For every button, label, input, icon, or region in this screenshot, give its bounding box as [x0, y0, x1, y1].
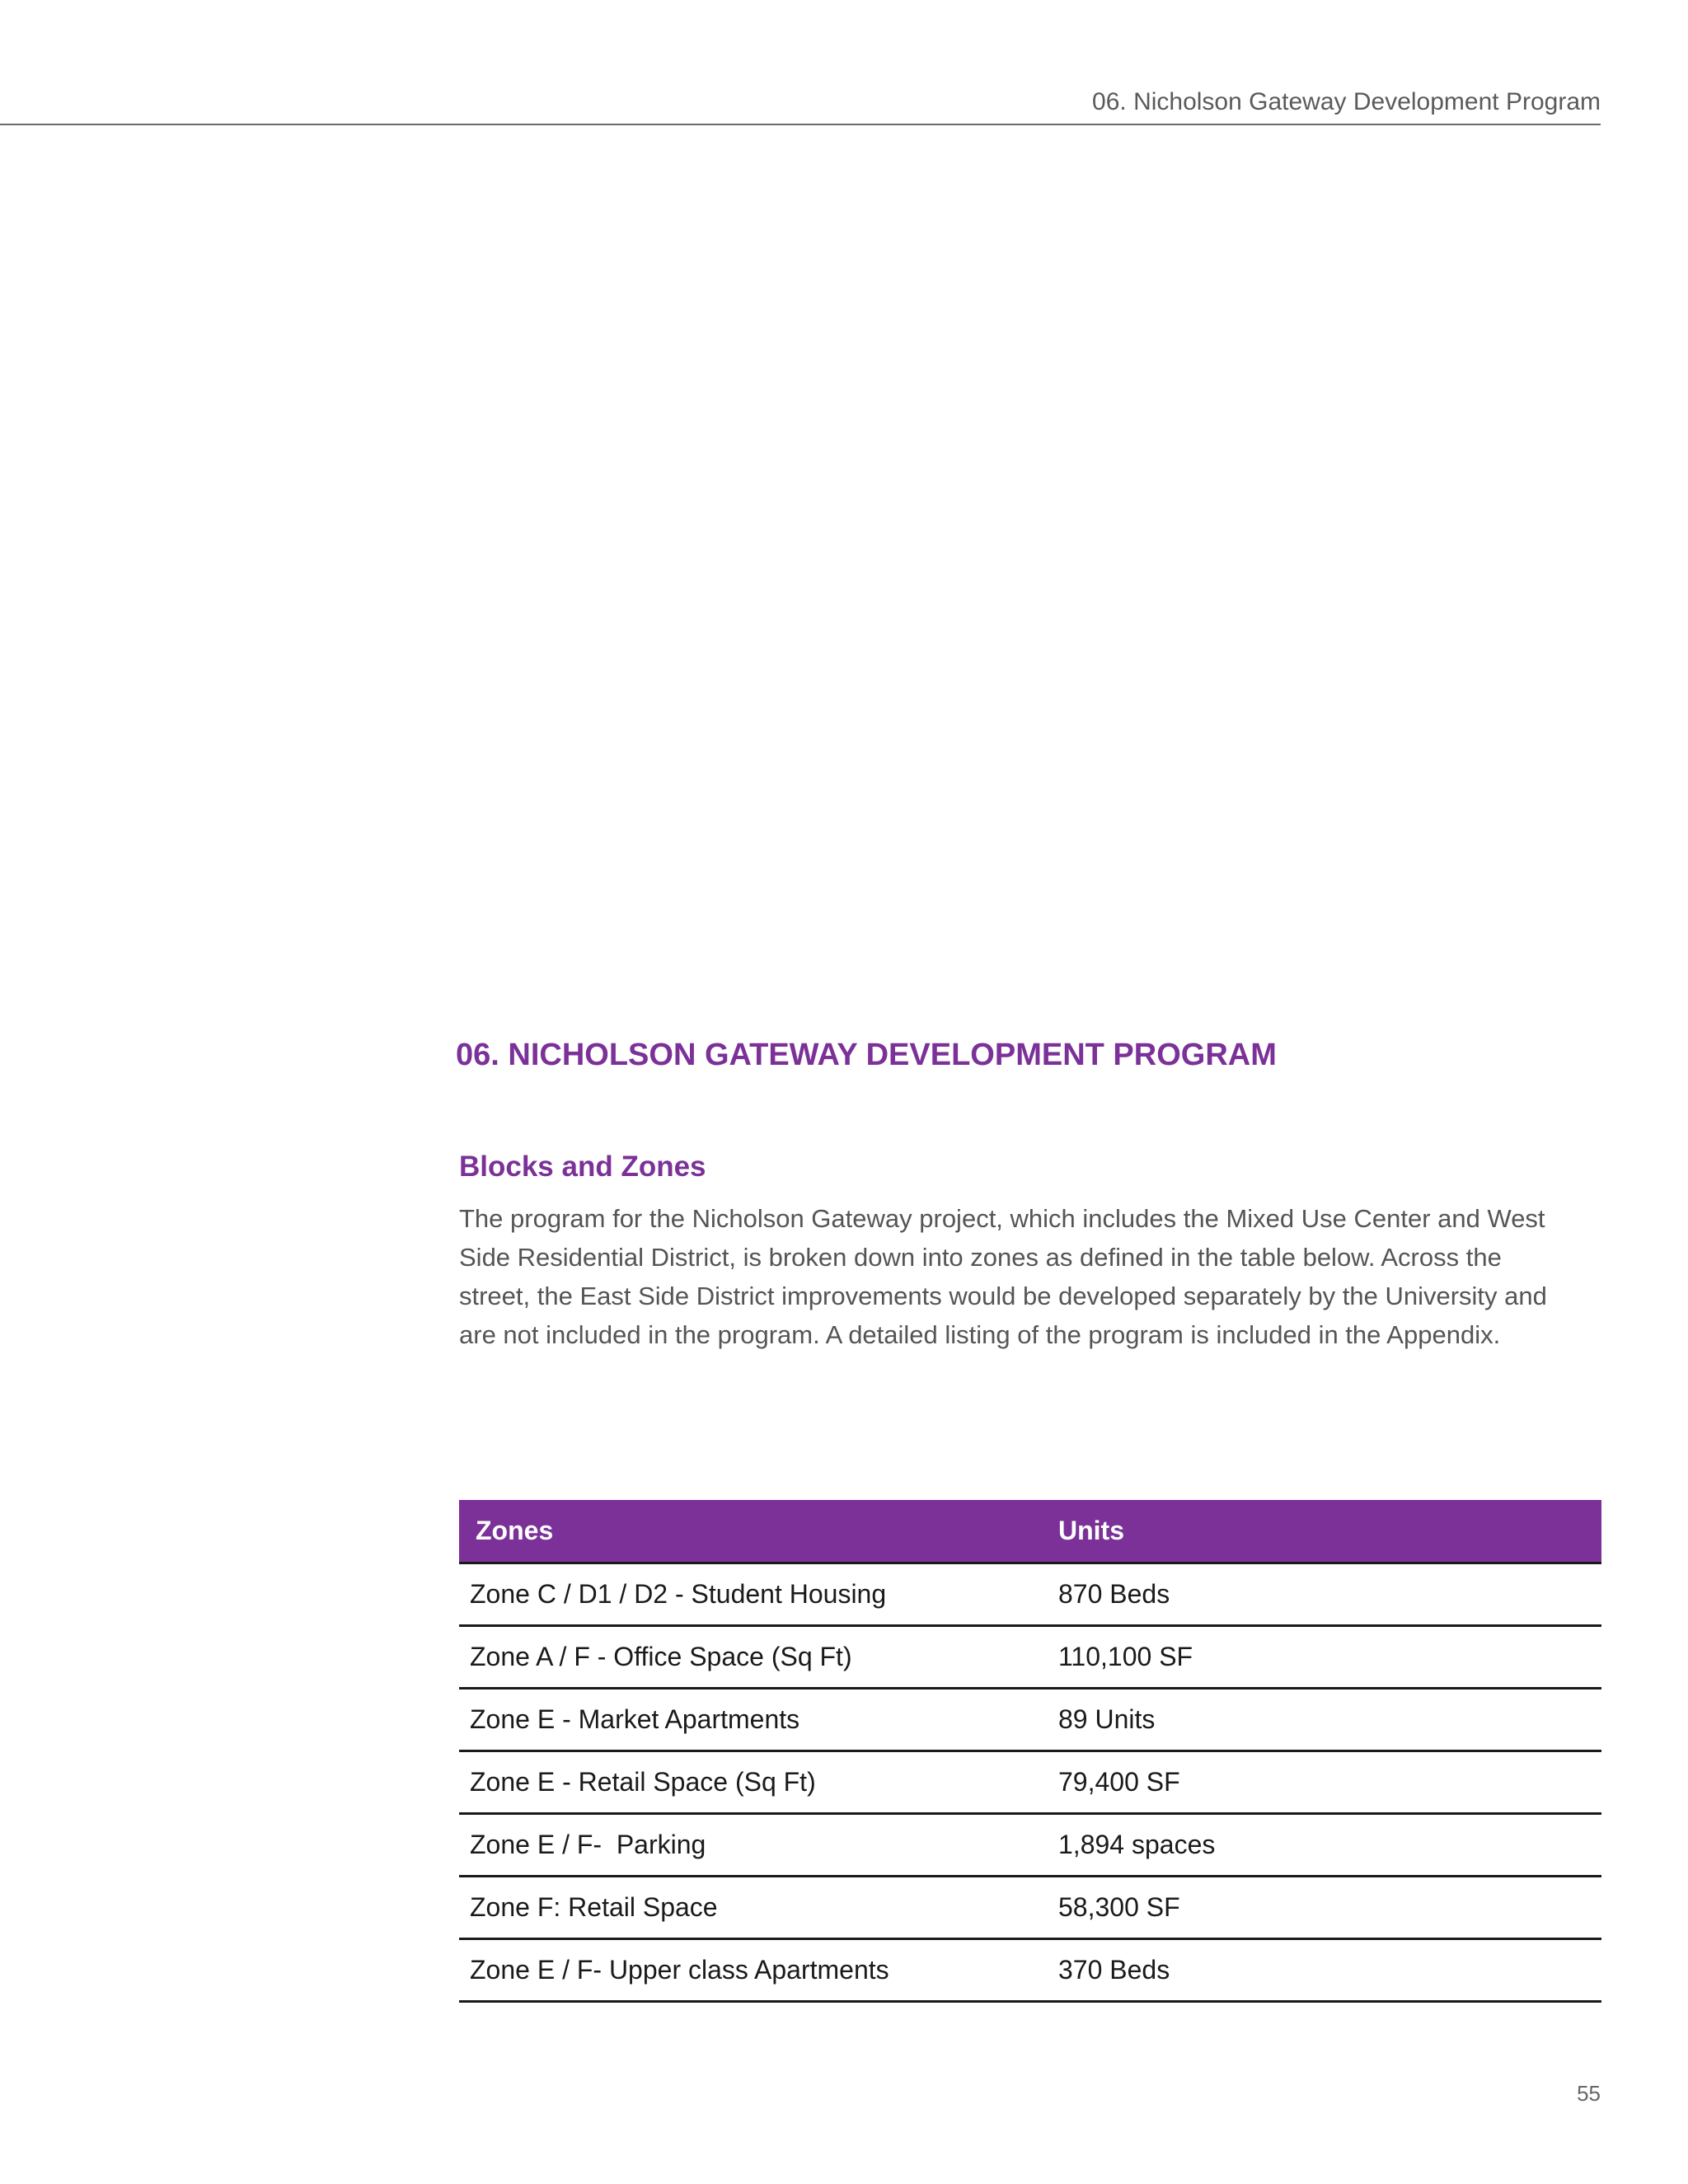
- table-row: [459, 1563, 1601, 1626]
- units-cell: 79,400 SF: [1045, 1751, 1601, 1814]
- table-row: [459, 1939, 1601, 2002]
- units-cell: 58,300 SF: [1045, 1877, 1601, 1939]
- paragraph-line: street, the East Side District improvements would be developed separately by the University and: [459, 1282, 1547, 1310]
- table-row: [459, 1877, 1601, 1939]
- intro-paragraph: [459, 1199, 1613, 1354]
- running-header: 06. Nicholson Gateway Development Program: [1092, 88, 1601, 115]
- units-cell: 370 Beds: [1045, 1939, 1601, 2002]
- zones-table: [459, 1500, 1601, 2003]
- zone-cell: Zone E - Retail Space (Sq Ft): [459, 1751, 1045, 1814]
- zone-cell: Zone E / F- Upper class Apartments: [459, 1939, 1045, 2002]
- paragraph-line: The program for the Nicholson Gateway project, which includes the Mixed Use Center and West: [459, 1204, 1545, 1233]
- paragraph-line: are not included in the program. A detailed listing of the program is included in the Appendix.: [459, 1320, 1501, 1349]
- table-row: [459, 1626, 1601, 1689]
- paragraph-line: Side Residential District, is broken down into zones as defined in the table below. Across the: [459, 1243, 1502, 1272]
- zone-cell: Zone C / D1 / D2 - Student Housing: [459, 1563, 1045, 1626]
- section-subheading: Blocks and Zones: [459, 1151, 706, 1183]
- zone-cell: Zone A / F - Office Space (Sq Ft): [459, 1626, 1045, 1689]
- zone-cell: Zone F: Retail Space: [459, 1877, 1045, 1939]
- table-header-row: [459, 1500, 1601, 1563]
- table-row: [459, 1814, 1601, 1877]
- header-divider: [0, 124, 1601, 125]
- column-header-zones: Zones: [459, 1500, 1045, 1563]
- zone-cell: Zone E / F- Parking: [459, 1814, 1045, 1877]
- column-header-units: Units: [1045, 1500, 1601, 1563]
- table-row: [459, 1751, 1601, 1814]
- table-row: [459, 1689, 1601, 1751]
- zone-cell: Zone E - Market Apartments: [459, 1689, 1045, 1751]
- page-number: 55: [1577, 2081, 1601, 2106]
- units-cell: 870 Beds: [1045, 1563, 1601, 1626]
- units-cell: 89 Units: [1045, 1689, 1601, 1751]
- units-cell: 1,894 spaces: [1045, 1814, 1601, 1877]
- page-title: 06. NICHOLSON GATEWAY DEVELOPMENT PROGRAM: [456, 1038, 1277, 1072]
- units-cell: 110,100 SF: [1045, 1626, 1601, 1689]
